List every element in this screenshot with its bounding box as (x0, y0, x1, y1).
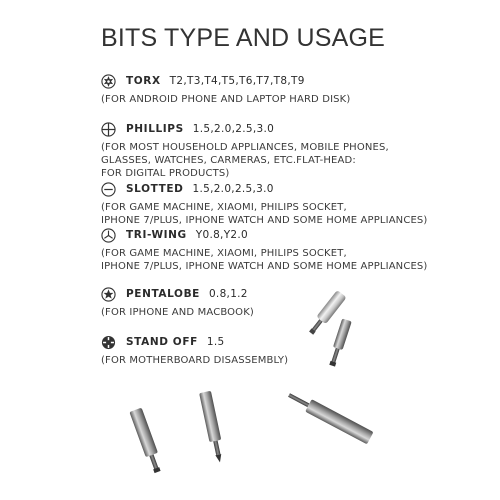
bit-entry-torx (101, 73, 350, 107)
bit-sizes: 0.8,1.2 (208, 288, 248, 300)
bit-name: PHILLIPS (126, 123, 184, 135)
torx-icon (101, 74, 116, 89)
pentalobe-icon (101, 287, 116, 302)
bit-description: (FOR GAME MACHINE, XIAOMI, PHILIPS SOCKET, IPHONE 7/PLUS, IPHONE WATCH AND SOME HOME APPLIANCES) (101, 202, 428, 226)
stand-off-icon (101, 335, 116, 350)
page-title: BITS TYPE AND USAGE (101, 24, 385, 52)
bit-entry-pentalobe (101, 286, 254, 320)
bit-sizes: 1.5 (206, 336, 225, 348)
bit-name: TRI-WING (126, 229, 187, 241)
bit-description: (FOR ANDROID PHONE AND LAPTOP HARD DISK) (101, 94, 351, 105)
bit-description: (FOR MOTHERBOARD DISASSEMBLY) (101, 355, 289, 366)
bit-photo (129, 408, 164, 474)
bit-name: TORX (126, 75, 161, 87)
bit-entry-slotted (101, 181, 427, 228)
bit-name: SLOTTED (126, 183, 184, 195)
bit-description: (FOR IPHONE AND MACBOOK) (101, 307, 254, 318)
bit-entry-tri-wing (101, 227, 427, 274)
bit-entry-phillips (101, 121, 389, 180)
bit-sizes: 1.5,2.0,2.5,3.0 (192, 123, 275, 135)
bit-photo (327, 318, 351, 367)
bit-sizes: 1.5,2.0,2.5,3.0 (192, 183, 274, 195)
bit-photo (199, 391, 226, 464)
phillips-icon (101, 122, 116, 137)
bit-photo (306, 290, 346, 337)
bit-description: (FOR GAME MACHINE, XIAOMI, PHILIPS SOCKET, IPHONE 7/PLUS, IPHONE WATCH AND SOME HOME APPLIANCES) (101, 248, 428, 272)
bit-sizes: Y0.8,Y2.0 (195, 229, 249, 241)
bit-name: PENTALOBE (126, 288, 200, 300)
slotted-icon (101, 182, 116, 197)
bit-entry-stand-off (101, 334, 288, 368)
bit-name: STAND OFF (126, 336, 198, 348)
bit-sizes: T2,T3,T4,T5,T6,T7,T8,T9 (169, 75, 305, 87)
bit-photo (286, 389, 374, 445)
bit-description: (FOR MOST HOUSEHOLD APPLIANCES, MOBILE PHONES, GLASSES, WATCHES, CARMERAS, ETC.FLAT-HEAD: FOR DIGITAL PRODUCTS) (101, 142, 389, 179)
tri-wing-icon (101, 228, 116, 243)
